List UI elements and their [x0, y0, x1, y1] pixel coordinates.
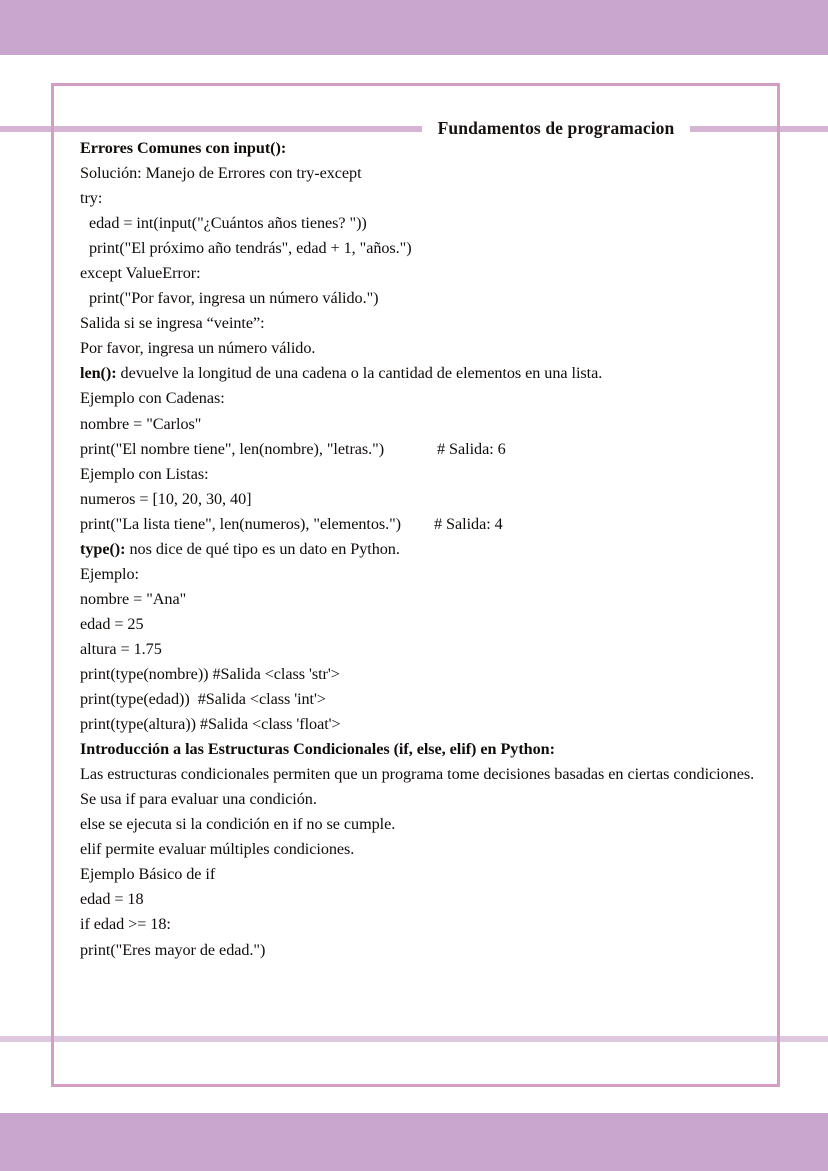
text-line: elif permite evaluar múltiples condiciones. — [80, 840, 355, 859]
line-rest: devuelve la longitud de una cadena o la cantidad de elementos en una lista. — [116, 364, 603, 383]
text-line: altura = 1.75 — [80, 639, 162, 658]
line-lead-term: len(): — [80, 364, 117, 383]
text-line: except ValueError: — [80, 264, 201, 283]
text-line: print(type(nombre)) #Salida <class 'str'> — [80, 664, 340, 683]
document-body — [80, 136, 755, 963]
text-line: edad = int(input("¿Cuántos años tienes? ")) — [89, 214, 367, 233]
text-line: if edad >= 18: — [80, 915, 171, 934]
line-lead-term: type(): — [80, 539, 126, 558]
text-line: Ejemplo Básico de if — [80, 865, 216, 884]
code-text: print("El nombre tiene", len(nombre), "letras.") — [80, 439, 385, 458]
top-accent-band — [0, 0, 828, 55]
text-line: edad = 25 — [80, 614, 144, 633]
line-rest: nos dice de qué tipo es un dato en Python. — [125, 539, 400, 558]
text-line — [80, 512, 750, 537]
text-line: nombre = "Carlos" — [80, 414, 202, 433]
text-line: Solución: Manejo de Errores con try-except — [80, 164, 362, 183]
bottom-accent-band — [0, 1113, 828, 1171]
text-line — [80, 437, 750, 462]
text-line: Errores Comunes con input(): — [80, 139, 287, 157]
text-line: Por favor, ingresa un número válido. — [80, 339, 316, 358]
text-line — [80, 537, 750, 562]
text-line: Introducción a las Estructuras Condicionales (if, else, elif) en Python: — [80, 740, 555, 759]
text-line: else se ejecuta si la condición en if no se cumple. — [80, 815, 396, 834]
text-line: edad = 18 — [80, 890, 144, 909]
code-comment: # Salida: 6 — [437, 439, 506, 458]
text-line: try: — [80, 189, 103, 208]
code-comment: # Salida: 4 — [434, 514, 503, 533]
text-line: Salida si se ingresa “veinte”: — [80, 314, 265, 333]
text-line: print("Por favor, ingresa un número válido.") — [89, 289, 379, 308]
text-line: print(type(altura)) #Salida <class 'float'> — [80, 715, 341, 734]
text-line — [80, 361, 750, 386]
header-title: Fundamentos de programacion — [422, 118, 691, 139]
text-line: Ejemplo con Cadenas: — [80, 389, 225, 408]
text-line: Se usa if para evaluar una condición. — [80, 790, 317, 809]
text-line: Ejemplo: — [80, 564, 139, 583]
text-line: print("El próximo año tendrás", edad + 1, "años.") — [89, 239, 412, 258]
text-line: nombre = "Ana" — [80, 589, 187, 608]
code-text: print("La lista tiene", len(numeros), "elementos.") — [80, 514, 402, 533]
text-line: Ejemplo con Listas: — [80, 464, 209, 483]
text-line: numeros = [10, 20, 30, 40] — [80, 489, 252, 508]
text-line: print("Eres mayor de edad.") — [80, 940, 266, 959]
text-line: print(type(edad)) #Salida <class 'int'> — [80, 690, 326, 709]
text-line: Las estructuras condicionales permiten que un programa tome decisiones basadas en ciertas condiciones. — [80, 765, 755, 784]
